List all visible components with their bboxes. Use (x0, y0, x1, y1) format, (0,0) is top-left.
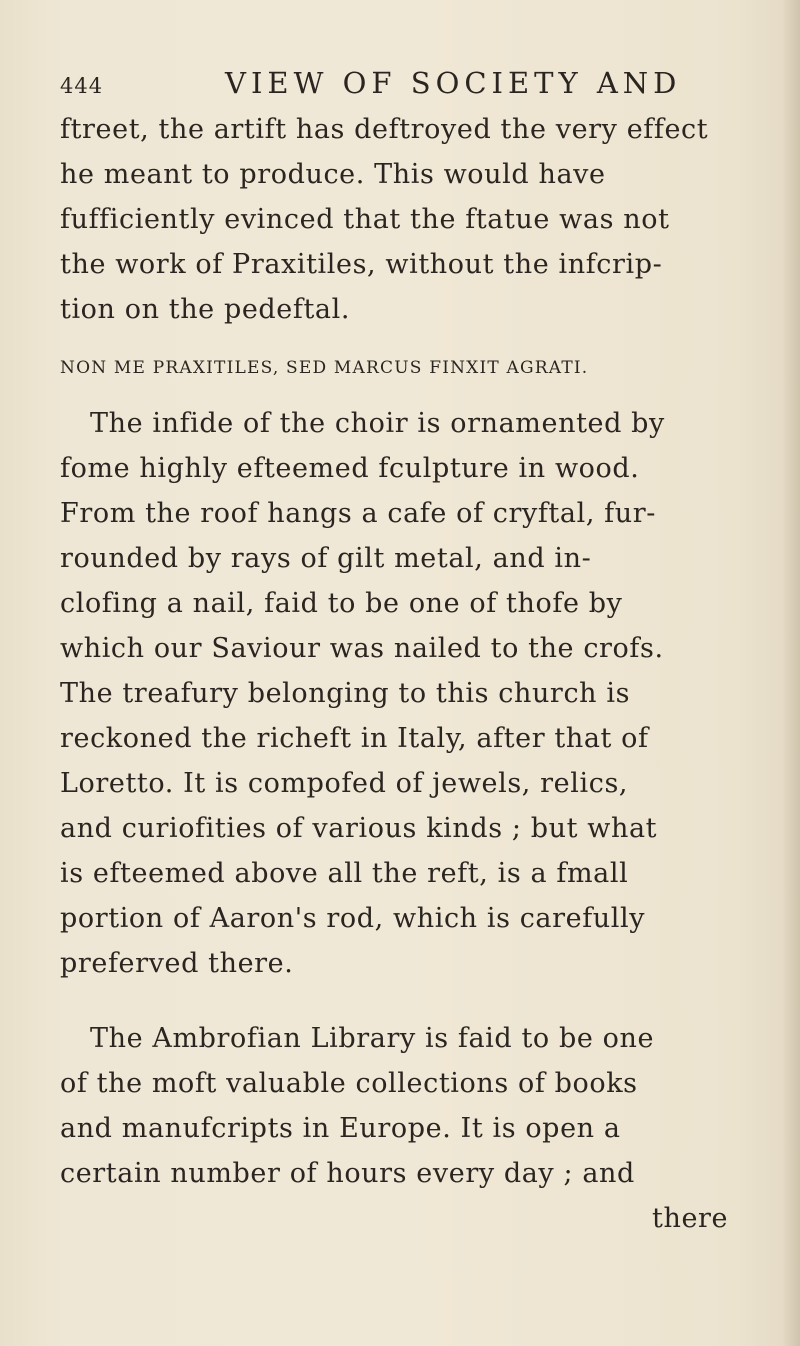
running-head: VIEW OF SOCIETY AND (225, 66, 682, 100)
text-line: rounded by rays of gilt metal, and in- (60, 543, 592, 574)
text-line: From the roof hangs a cafe of cryftal, fur- (60, 498, 656, 529)
text-line: The Ambrofian Library is faid to be one (90, 1023, 655, 1054)
text-line: The treafury belonging to this church is (60, 678, 631, 709)
text-line: preferved there. (60, 948, 294, 979)
page-header (60, 62, 740, 102)
text-line: fome highly efteemed fculpture in wood. (60, 453, 640, 484)
page-number: 444 (60, 74, 104, 98)
text-line: is efteemed above all the reft, is a fmall (60, 858, 629, 889)
inscription: NON ME PRAXITILES, SED MARCUS FINXIT AGRATI. (60, 358, 589, 378)
text-line: ftreet, the artift has deftroyed the very effect (60, 114, 709, 145)
text-line: fufficiently evinced that the ftatue was not (60, 204, 670, 235)
text-line: The infide of the choir is ornamented by (90, 408, 665, 439)
page-edge-shadow (782, 0, 800, 1346)
text-line: and curiofities of various kinds ; but what (60, 813, 658, 844)
text-line: of the moft valuable collections of books (60, 1068, 638, 1099)
text-line: which our Saviour was nailed to the crofs. (60, 633, 664, 664)
text-line: reckoned the richeft in Italy, after that of (60, 723, 649, 754)
text-line: clofing a nail, faid to be one of thofe by (60, 588, 623, 619)
text-line: and manufcripts in Europe. It is open a (60, 1113, 621, 1144)
text-line: Loretto. It is compofed of jewels, relics, (60, 768, 629, 799)
text-line: tion on the pedeftal. (60, 294, 351, 325)
text-line: he meant to produce. This would have (60, 159, 606, 190)
text-line: certain number of hours every day ; and (60, 1158, 635, 1189)
catchword: there (652, 1203, 729, 1234)
text-line: portion of Aaron's rod, which is carefully (60, 903, 646, 934)
text-line: the work of Praxitiles, without the infcrip- (60, 249, 663, 280)
